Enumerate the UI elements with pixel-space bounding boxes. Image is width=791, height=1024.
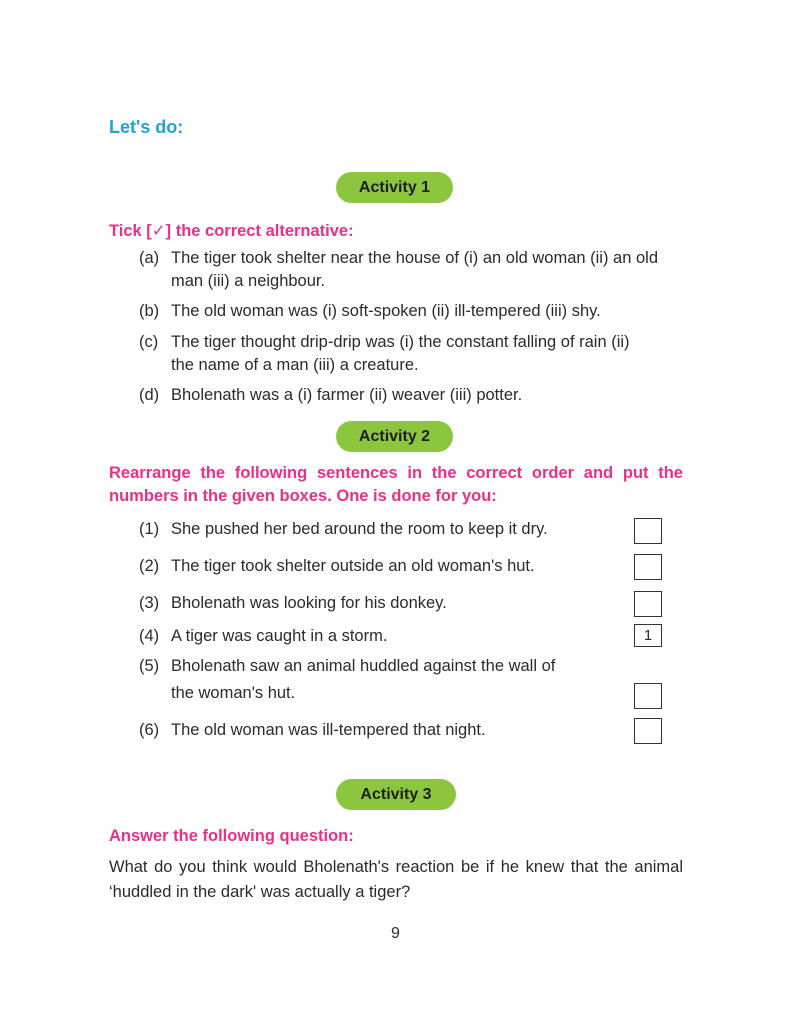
list-item-text: A tiger was caught in a storm. — [171, 627, 388, 645]
activity-1-list — [0, 247, 791, 407]
list-item-text: Bholenath was a (i) farmer (ii) weaver (iii) potter. — [171, 386, 523, 404]
list-item-text: She pushed her bed around the room to keep it dry. — [171, 520, 548, 538]
check-mark-icon: ✓ — [151, 222, 166, 240]
activity-3-badge: Activity 3 — [336, 779, 456, 810]
list-item-text-cont: the woman's hut. — [171, 684, 296, 702]
answer-box[interactable] — [634, 683, 662, 709]
answer-box[interactable] — [634, 554, 662, 580]
list-item-text: The tiger took shelter near the house of (i) an old woman (ii) an old — [171, 249, 659, 267]
list-item-text: The old woman was (i) soft-spoken (ii) ill-tempered (iii) shy. — [171, 302, 601, 320]
activity-2-instruction — [109, 462, 683, 508]
list-item-text: The old woman was ill-tempered that night. — [171, 721, 486, 739]
section-heading: Let's do: — [109, 117, 184, 137]
activity-2-badge: Activity 2 — [336, 421, 453, 452]
list-item-text: The tiger thought drip-drip was (i) the constant falling of rain (ii) — [171, 333, 630, 351]
activity-1-instruction — [109, 221, 354, 241]
list-item-label: (c) — [139, 333, 159, 351]
list-item-label: (a) — [139, 249, 160, 267]
list-item-label: (6) — [139, 721, 160, 739]
list-item-label: (b) — [139, 302, 160, 320]
activity-3-instruction: Answer the following question: — [109, 827, 354, 845]
answer-box-filled[interactable]: 1 — [634, 624, 662, 647]
list-item-label: (d) — [139, 386, 160, 404]
list-item-label: (1) — [139, 520, 160, 538]
list-item-text-cont: man (iii) a neighbour. — [171, 272, 326, 290]
page-number: 9 — [391, 925, 400, 942]
list-item-label: (5) — [139, 657, 160, 675]
instruction-prefix: Tick [ — [109, 222, 152, 240]
list-item-text: Bholenath was looking for his donkey. — [171, 594, 447, 612]
question-line: What do you think would Bholenath's reaction be if he knew that the animal — [109, 858, 683, 876]
question-line: ‘huddled in the dark' was actually a tiger? — [109, 883, 411, 901]
instruction-line: Rearrange the following sentences in the correct order and put the — [109, 464, 683, 482]
instruction-line: numbers in the given boxes. One is done for you: — [109, 487, 497, 505]
list-item-label: (3) — [139, 594, 160, 612]
list-item-label: (4) — [139, 627, 160, 645]
answer-box[interactable] — [634, 718, 662, 744]
activity-2-list — [0, 518, 791, 748]
list-item-text: The tiger took shelter outside an old woman's hut. — [171, 557, 535, 575]
instruction-suffix: ] the correct alternative: — [165, 222, 354, 240]
list-item-text: Bholenath saw an animal huddled against the wall of — [171, 657, 556, 675]
list-item-label: (2) — [139, 557, 160, 575]
list-item-text-cont: the name of a man (iii) a creature. — [171, 356, 419, 374]
activity-1-badge: Activity 1 — [336, 172, 453, 203]
answer-box[interactable] — [634, 518, 662, 544]
answer-box[interactable] — [634, 591, 662, 617]
activity-3-question — [109, 856, 683, 903]
